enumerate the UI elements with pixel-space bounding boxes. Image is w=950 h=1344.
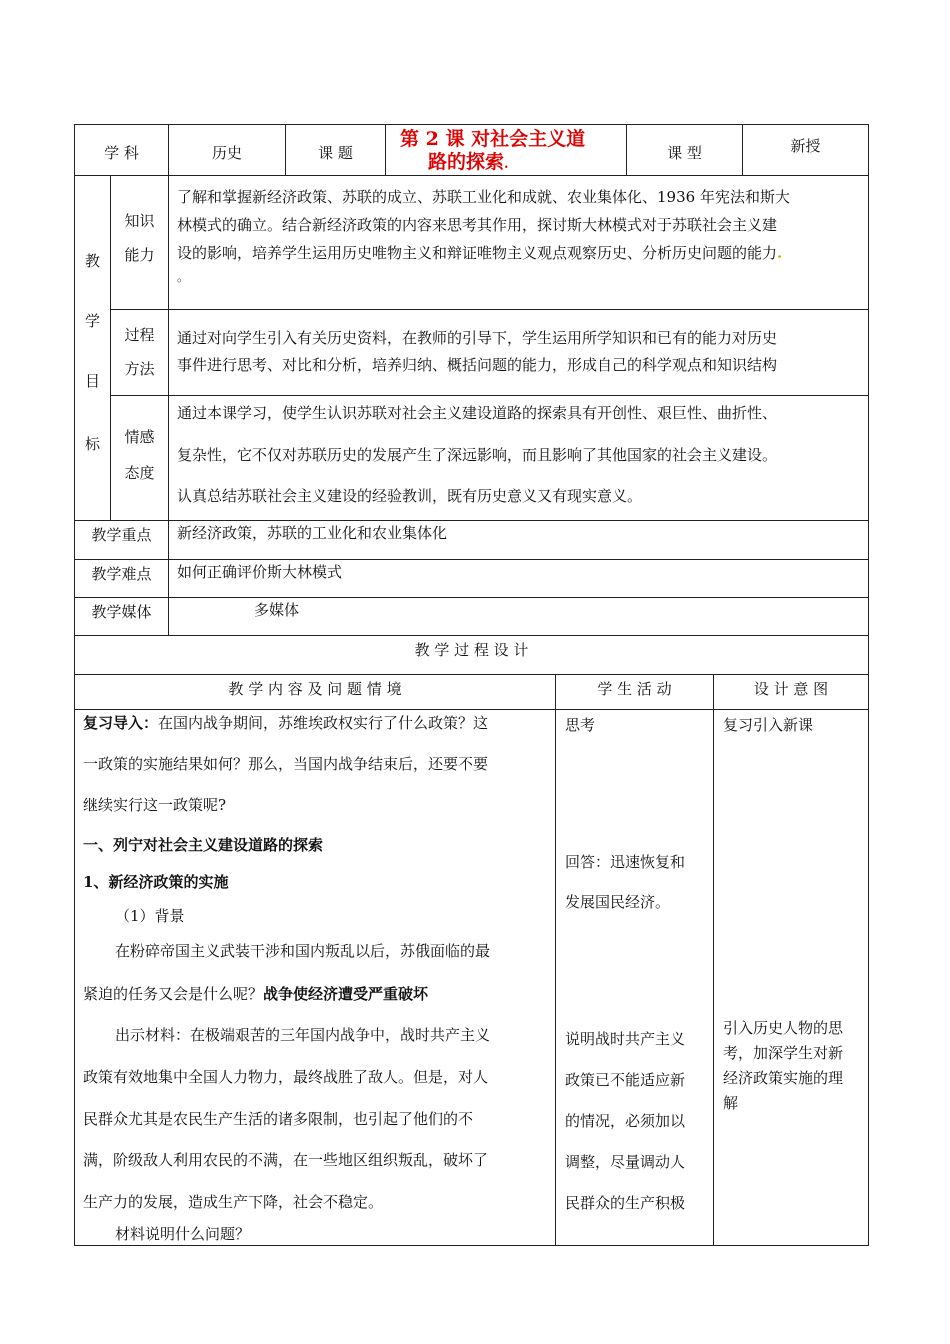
para2-line-3: 民群众尤其是农民生产生活的诸多限制，也引起了他们的不 xyxy=(83,1110,474,1128)
subject-label: 学 科 xyxy=(104,144,139,162)
emotion-line-1: 通过本课学习，使学生认识苏联对社会主义建设道路的探索具有开创性、艰巨性、曲折性、 xyxy=(177,404,778,422)
difficulty-label: 教学难点 xyxy=(91,565,152,583)
para1-line-1: 在粉碎帝国主义武装干涉和国内叛乱以后，苏俄面临的最 xyxy=(115,942,491,960)
design-title: 教 学 过 程 设 计 xyxy=(414,641,529,659)
para2-line-1: 出示材料：在极端艰苦的三年国内战争中，战时共产主义 xyxy=(115,1026,491,1044)
review-line-3: 继续实行这一政策呢? xyxy=(83,796,227,814)
process-label-1: 过程 xyxy=(124,326,155,344)
activity-body-cell xyxy=(555,709,714,1246)
topic-label-cell xyxy=(285,124,386,176)
topic-title-line1: 第 2 课 对社会主义道 xyxy=(400,128,586,150)
objectives-char-3: 目 xyxy=(84,372,100,390)
activity-explain-line-3: 的情况，必须加以 xyxy=(565,1112,686,1130)
para2-line-2: 政策有效地集中全国人力物力，最终战胜了敌人。但是，对人 xyxy=(83,1068,489,1086)
media-value-cell xyxy=(168,597,869,636)
difficulty-value-cell xyxy=(168,559,869,598)
intent-line-4: 解 xyxy=(723,1094,739,1112)
activity-header-cell xyxy=(555,674,714,710)
process-label-cell xyxy=(110,309,169,396)
focus-value-cell xyxy=(168,520,869,560)
heading-2: 1、新经济政策的实施 xyxy=(83,873,229,891)
type-value-cell xyxy=(742,124,869,176)
intent-header: 设 计 意 图 xyxy=(753,680,829,698)
focus-value: 新经济政策，苏联的工业化和农业集体化 xyxy=(177,524,448,542)
intent-line-1: 引入历史人物的思 xyxy=(723,1019,844,1037)
emotion-label-cell xyxy=(110,395,169,521)
emotion-text-cell xyxy=(168,395,869,521)
activity-answer-line-1: 回答：迅速恢复和 xyxy=(565,853,686,871)
activity-answer-line-2: 发展国民经济。 xyxy=(565,893,671,911)
objectives-char-4: 标 xyxy=(84,435,100,453)
type-value: 新授 xyxy=(790,137,821,155)
knowledge-line-4: 。 xyxy=(177,270,190,284)
topic-title-line2: 路的探索 xyxy=(428,151,505,173)
activity-explain-line-1: 说明战时共产主义 xyxy=(565,1030,686,1048)
media-value: 多媒体 xyxy=(254,601,300,619)
type-label-cell xyxy=(626,124,743,176)
activity-header: 学 生 活 动 xyxy=(597,680,672,698)
topic-value-cell xyxy=(385,124,627,176)
activity-think: 思考 xyxy=(565,716,596,734)
lesson-plan-table xyxy=(74,124,869,1246)
process-line-1: 通过对向学生引入有关历史资料，在教师的引导下，学生运用所学知识和已有的能力对历史 xyxy=(177,329,778,347)
review-line-1: 在国内战争期间，苏维埃政权实行了什么政策？这 xyxy=(158,714,489,732)
para2-line-5: 生产力的发展，造成生产下降，社会不稳定。 xyxy=(83,1193,384,1211)
focus-label: 教学重点 xyxy=(91,526,152,544)
content-body-cell xyxy=(74,709,556,1246)
process-text-cell xyxy=(168,309,869,396)
para3: 材料说明什么问题？ xyxy=(115,1225,251,1243)
objectives-char-2: 学 xyxy=(84,312,100,330)
objectives-char-1: 教 xyxy=(84,252,100,270)
sub-heading-background: （1）背景 xyxy=(115,907,185,925)
difficulty-label-cell xyxy=(74,559,169,598)
para1-line-2a: 紧迫的任务又会是什么呢？ xyxy=(83,985,264,1003)
emotion-label-1: 情感 xyxy=(124,428,155,446)
subject-value: 历史 xyxy=(211,144,242,162)
knowledge-line-1: 了解和掌握新经济政策、苏联的成立、苏联工业化和成就、农业集体化、1936 年宪法和斯大 xyxy=(177,188,790,206)
knowledge-dot: . xyxy=(777,244,783,262)
intent-line-3: 经济政策实施的理 xyxy=(723,1069,844,1087)
content-header-cell xyxy=(74,674,556,710)
para1-line-2-wrap xyxy=(83,985,428,1003)
activity-explain-line-5: 民群众的生产积极 xyxy=(565,1194,686,1212)
intent-review: 复习引入新课 xyxy=(723,716,814,734)
process-line-2: 事件进行思考、对比和分析，培养归纳、概括问题的能力，形成自己的科学观点和知识结构 xyxy=(177,356,778,374)
knowledge-line-3: 设的影响，培养学生运用历史唯物主义和辩证唯物主义观点观察历史、分析历史问题的能力 xyxy=(177,244,778,262)
topic-label: 课 题 xyxy=(318,144,353,162)
emotion-line-3: 认真总结苏联社会主义建设的经验教训，既有历史意义又有现实意义。 xyxy=(177,487,643,505)
content-header: 教 学 内 容 及 问 题 情 境 xyxy=(228,680,402,698)
knowledge-line-2: 林模式的确立。结合新经济政策的内容来思考其作用，探讨斯大林模式对于苏联社会主义建 xyxy=(177,216,778,234)
difficulty-value: 如何正确评价斯大林模式 xyxy=(177,563,343,581)
review-line-2: 一政策的实施结果如何？那么，当国内战争结束后，还要不要 xyxy=(83,755,489,773)
activity-explain-line-2: 政策已不能适应新 xyxy=(565,1071,686,1089)
emotion-line-2: 复杂性，它不仅对苏联历史的发展产生了深远影响，而且影响了其他国家的社会主义建设。 xyxy=(177,446,778,464)
knowledge-label-2: 能力 xyxy=(124,246,155,264)
para2-line-4: 满，阶级敌人利用农民的不满，在一些地区组织叛乱，破坏了 xyxy=(83,1151,489,1169)
focus-label-cell xyxy=(74,520,169,560)
subject-label-cell xyxy=(74,124,169,176)
emotion-label-2: 态度 xyxy=(124,464,155,482)
process-label-2: 方法 xyxy=(124,360,155,378)
knowledge-line-3-wrap xyxy=(177,244,782,262)
review-line-1-wrap xyxy=(83,714,488,732)
intent-body-cell xyxy=(713,709,869,1246)
type-label: 课 型 xyxy=(667,144,702,162)
knowledge-label-cell xyxy=(110,175,169,310)
knowledge-label-1: 知识 xyxy=(124,212,155,230)
intent-line-2: 考，加深学生对新 xyxy=(723,1044,844,1062)
knowledge-text-cell xyxy=(168,175,869,310)
para1-line-2b: 战争使经济遭受严重破坏 xyxy=(263,985,429,1003)
objectives-side-cell xyxy=(74,175,111,521)
topic-title-dot: . xyxy=(504,157,509,172)
topic-title-line2-wrap xyxy=(428,151,509,174)
activity-explain-line-4: 调整，尽量调动人 xyxy=(565,1153,686,1171)
intent-header-cell xyxy=(713,674,869,710)
review-label: 复习导入： xyxy=(83,714,159,732)
design-title-cell xyxy=(74,635,869,675)
media-label: 教学媒体 xyxy=(91,603,152,621)
heading-1: 一、列宁对社会主义建设道路的探索 xyxy=(83,836,324,854)
subject-value-cell xyxy=(168,124,286,176)
media-label-cell xyxy=(74,597,169,636)
